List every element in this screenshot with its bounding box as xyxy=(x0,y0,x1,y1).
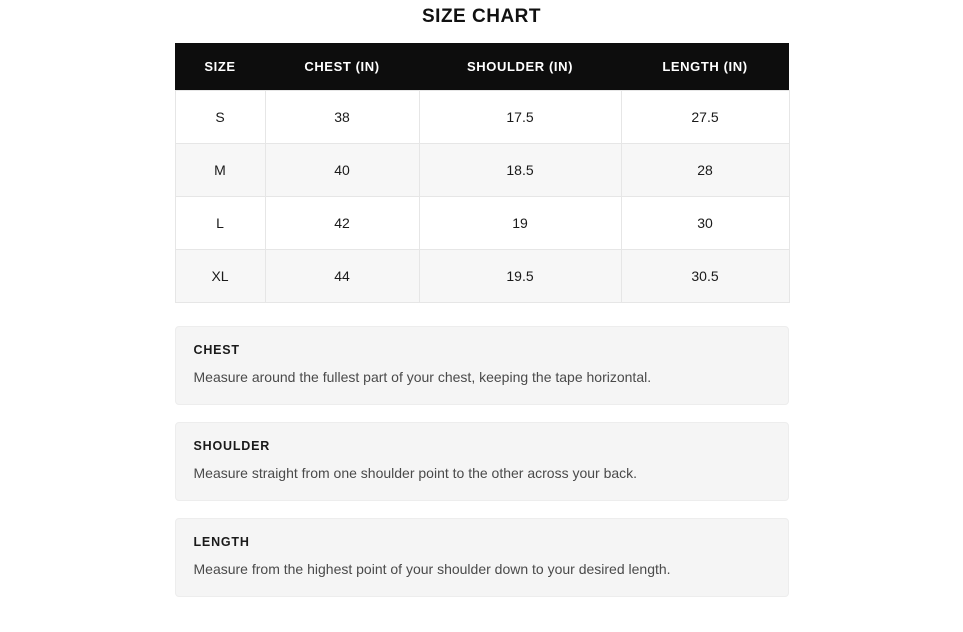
cell-shoulder: 19.5 xyxy=(419,250,621,303)
cell-size: S xyxy=(175,91,265,144)
cell-size: L xyxy=(175,197,265,250)
table-header-row xyxy=(175,43,789,91)
note-card-shoulder xyxy=(175,422,789,501)
cell-chest: 42 xyxy=(265,197,419,250)
cell-shoulder: 17.5 xyxy=(419,91,621,144)
note-text: Measure around the fullest part of your chest, keeping the tape horizontal. xyxy=(193,369,652,385)
cell-chest: 38 xyxy=(265,91,419,144)
size-table-body xyxy=(175,91,789,303)
cell-shoulder: 19 xyxy=(419,197,621,250)
note-text: Measure straight from one shoulder point to the other across your back. xyxy=(193,465,638,481)
column-header-size: SIZE xyxy=(175,43,265,91)
cell-size: M xyxy=(175,144,265,197)
table-row xyxy=(175,144,789,197)
measurement-notes xyxy=(175,326,789,597)
cell-length: 30 xyxy=(621,197,789,250)
cell-chest: 44 xyxy=(265,250,419,303)
column-header-length: LENGTH (IN) xyxy=(621,43,789,91)
note-card-length xyxy=(175,518,789,597)
column-header-shoulder: SHOULDER (IN) xyxy=(419,43,621,91)
note-title: SHOULDER xyxy=(193,439,271,453)
cell-length: 28 xyxy=(621,144,789,197)
page-title: SIZE CHART xyxy=(422,6,541,27)
cell-length: 27.5 xyxy=(621,91,789,144)
cell-chest: 40 xyxy=(265,144,419,197)
column-header-chest: CHEST (IN) xyxy=(265,43,419,91)
note-text: Measure from the highest point of your shoulder down to your desired length. xyxy=(193,561,671,577)
table-row xyxy=(175,91,789,144)
cell-length: 30.5 xyxy=(621,250,789,303)
cell-size: XL xyxy=(175,250,265,303)
table-row xyxy=(175,197,789,250)
note-card-chest xyxy=(175,326,789,405)
size-table-head xyxy=(175,43,789,91)
note-title: LENGTH xyxy=(193,535,250,549)
cell-shoulder: 18.5 xyxy=(419,144,621,197)
table-row xyxy=(175,250,789,303)
size-table xyxy=(175,43,790,303)
note-title: CHEST xyxy=(193,343,240,357)
size-table-container xyxy=(175,43,789,303)
